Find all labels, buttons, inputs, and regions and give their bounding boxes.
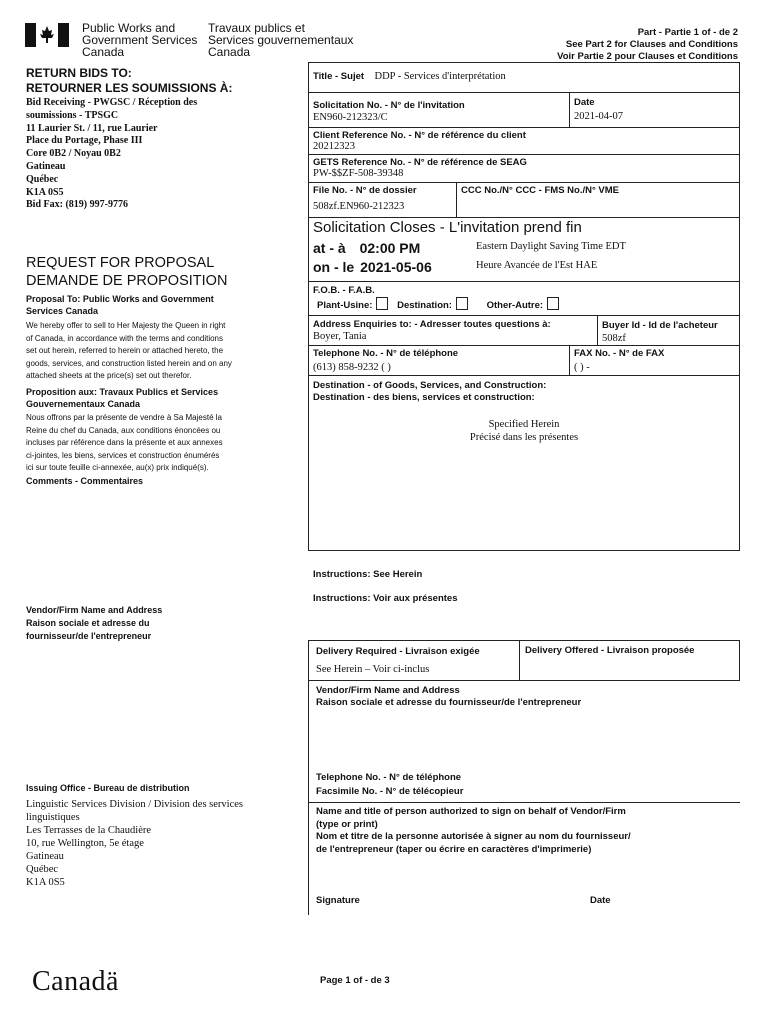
other-checkbox[interactable] xyxy=(547,297,559,310)
closes-on: on - le 2021-05-06 xyxy=(313,259,432,275)
enquiries-label: Address Enquiries to: - Adresser toutes questions à: xyxy=(313,319,551,330)
signature-date-label: Date xyxy=(590,895,611,906)
fax-label: FAX No. - N° de FAX xyxy=(574,348,665,359)
title-row: Title - Sujet DDP - Services d'interprétation xyxy=(313,71,506,82)
close-date: 2021-05-06 xyxy=(360,259,432,275)
timezone-fr: Heure Avancée de l'Est HAE xyxy=(476,260,598,271)
client-ref-value: 20212323 xyxy=(313,141,355,152)
vendor-phone-label: Telephone No. - N° de téléphone Facsimile No. - N° de télécopieur xyxy=(316,772,464,797)
return-bids-title: RETURN BIDS TO: RETOURNER LES SOUMISSIONS À: xyxy=(26,66,233,95)
title-value: DDP - Services d'interprétation xyxy=(374,71,506,82)
delivery-required-value: See Herein – Voir ci-inclus xyxy=(316,664,430,675)
close-time: 02:00 PM xyxy=(359,240,421,256)
offer-text-en: We hereby offer to sell to Her Majesty the Queen in right of Canada, in accordance with the terms and conditions set out herein, referred to herein or attached hereto, the goods, services, and construction listed herein and on any attached sheets at the price(s) set out therefor. xyxy=(26,321,232,381)
ccc-label: CCC No./N° CCC - FMS No./N° VME xyxy=(461,185,620,196)
date-value: 2021-04-07 xyxy=(574,111,623,122)
vendor-name-label: Vendor/Firm Name and Address Raison sociale et adresse du fournisseur/de l'entrepreneur xyxy=(316,685,582,708)
timezone-en: Eastern Daylight Saving Time EDT xyxy=(476,241,626,252)
issuing-office-label: Issuing Office - Bureau de distribution xyxy=(26,783,190,793)
delivery-required-label: Delivery Required - Livraison exigée xyxy=(316,646,480,657)
part-indicator: Part - Partie 1 of - de 2 See Part 2 for Clauses and Conditions Voir Partie 2 pour Clauses et Conditions xyxy=(557,27,738,62)
phone-label: Telephone No. - N° de téléphone xyxy=(313,348,459,359)
canada-wordmark: Canadä xyxy=(32,966,119,997)
date-label: Date xyxy=(574,97,595,108)
instructions-en: Instructions: See Herein xyxy=(313,569,423,580)
department-name-fr: Travaux publics et Services gouvernementaux Canada xyxy=(208,21,354,59)
comments-label: Comments - Commentaires xyxy=(26,476,144,486)
specified-herein: Specified Herein Précisé dans les présentes xyxy=(469,419,579,443)
closes-title: Solicitation Closes - L'invitation prend fin xyxy=(313,219,582,236)
client-ref-label: Client Reference No. - N° de référence du client xyxy=(313,130,526,141)
closes-at: at - à 02:00 PM xyxy=(313,240,421,256)
solicitation-value: EN960-212323/C xyxy=(313,112,388,123)
instructions-fr: Instructions: Voir aux présentes xyxy=(313,593,458,604)
destination-checkbox[interactable] xyxy=(456,297,468,310)
buyer-value: 508zf xyxy=(602,333,626,344)
vendor-name-label-left: Vendor/Firm Name and Address Raison sociale et adresse du fournisseur/de l'entrepreneur xyxy=(26,605,163,641)
destination-label: Destination - of Goods, Services, and Construction: Destination - des biens, services et construction: xyxy=(313,380,547,403)
canada-flag-icon xyxy=(25,23,69,47)
page-number: Page 1 of - de 3 xyxy=(320,975,390,986)
plant-checkbox[interactable] xyxy=(376,297,388,310)
proposal-to: Proposal To: Public Works and Government Services Canada xyxy=(26,294,214,316)
authorized-person-label: Name and title of person authorized to sign on behalf of Vendor/Firm (type or print) Nom et titre de la personne autorisée à signer au nom du fournisseur/ de l'entrepreneur (taper ou écrire en caractères d'imprimerie) xyxy=(316,806,631,855)
issuing-office-address: Linguistic Services Division / Division des services linguistiques Les Terrasses de la Chaudière 10, rue Wellington, 5e étage Gatineau Québec K1A 0S5 xyxy=(26,799,243,888)
solicitation-label: Solicitation No. - N° de l'invitation xyxy=(313,100,465,111)
buyer-label: Buyer Id - Id de l'acheteur xyxy=(602,320,718,331)
fob-options: Plant-Usine: Destination: Other-Autre: xyxy=(313,297,565,311)
fax-value: ( ) - xyxy=(574,362,590,373)
gets-label: GETS Reference No. - N° de référence de SEAG xyxy=(313,157,527,168)
enquiries-value: Boyer, Tania xyxy=(313,331,367,342)
phone-value: (613) 858-9232 ( ) xyxy=(313,362,391,373)
fob-label: F.O.B. - F.A.B. xyxy=(313,285,375,296)
return-bids-address: Bid Receiving - PWGSC / Réception des soumissions - TPSGC 11 Laurier St. / 11, rue Laurier Place du Portage, Phase III Core 0B2 / Noyau 0B2 Gatineau Québec K1A 0S5 Bid Fax: (819) 997-9776 xyxy=(26,97,198,211)
offer-text-fr: Nous offrons par la présente de vendre à Sa Majesté la Reine du chef du Canada, aux conditions énoncées ou incluses par référence dans la présente et aux annexes ci-jointes, les biens, services et construction énumérés ici sur toute feuille ci-annexée, au(x) prix indiqué(s). xyxy=(26,413,223,473)
delivery-offered-label: Delivery Offered - Livraison proposée xyxy=(525,645,695,656)
rfp-title: REQUEST FOR PROPOSAL DEMANDE DE PROPOSITION xyxy=(26,255,228,289)
file-value: 508zf.EN960-212323 xyxy=(313,201,405,212)
file-label: File No. - N° de dossier xyxy=(313,185,417,196)
gets-value: PW-$$ZF-508-39348 xyxy=(313,168,404,179)
department-name-en: Public Works and Government Services Canada xyxy=(82,21,198,59)
proposition-aux: Proposition aux: Travaux Publics et Services Gouvernementaux Canada xyxy=(26,387,219,409)
signature-label: Signature xyxy=(316,895,360,906)
